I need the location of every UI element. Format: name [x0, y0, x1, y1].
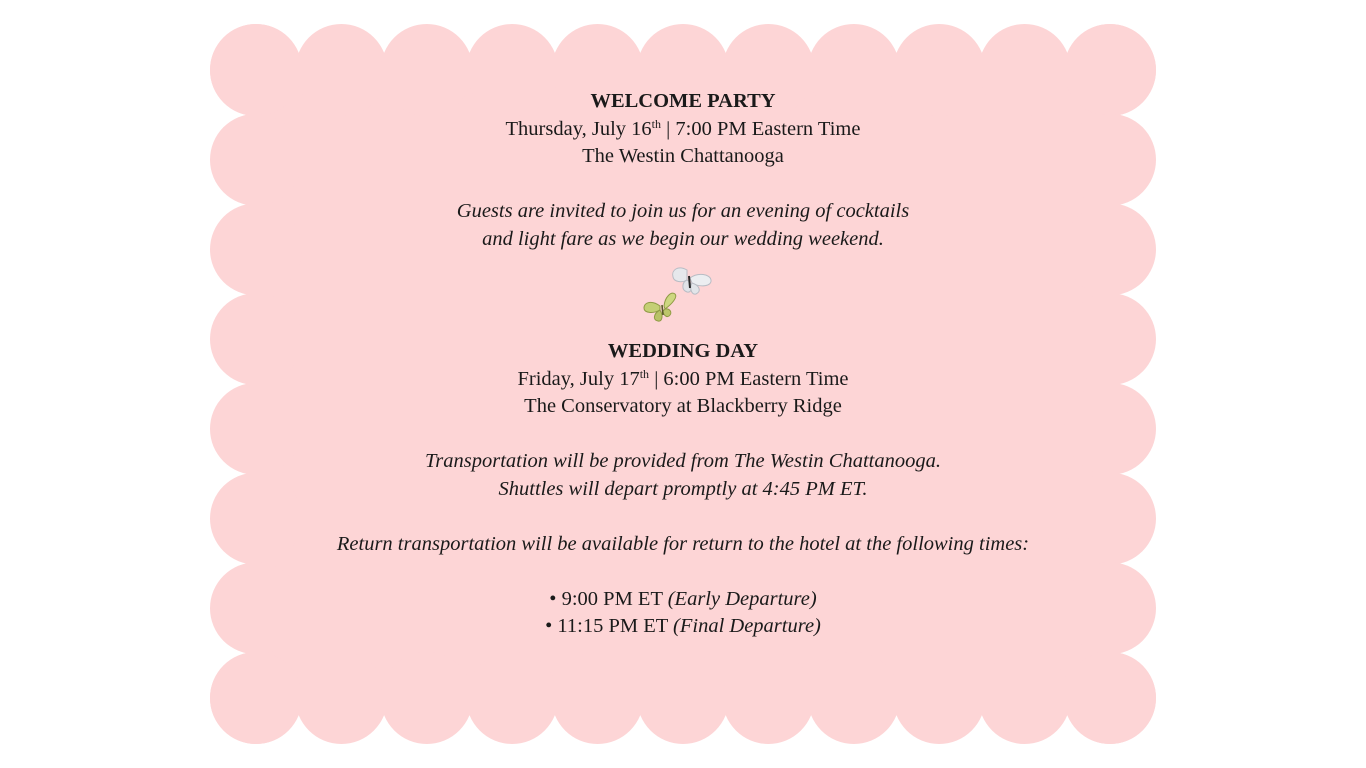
welcome-party-description-line-2: and light fare as we begin our wedding weekend. [482, 227, 884, 250]
return-time-item [210, 613, 1156, 641]
return-time-label: (Early Departure) [667, 587, 817, 610]
return-time-item [210, 586, 1156, 614]
wedding-day-venue: The Conservatory at Blackberry Ridge [524, 395, 842, 417]
welcome-party-description-line-1: Guests are invited to join us for an evening of cocktails [456, 200, 910, 222]
wedding-day-time: | 6:00 PM Eastern Time [649, 367, 849, 390]
return-transport-intro: Return transportation will be available for return to the hotel at the following times: [336, 532, 1030, 555]
wedding-day-heading: WEDDING DAY [607, 340, 759, 362]
welcome-party-date-time [210, 116, 1156, 144]
welcome-party-time: | 7:00 PM Eastern Time [661, 117, 861, 140]
welcome-party-heading: WELCOME PARTY [590, 90, 776, 112]
return-time-value: • 9:00 PM ET [549, 587, 668, 610]
wedding-day-date-time [210, 366, 1156, 394]
transport-line-1: Transportation will be provided from The Westin Chattanooga. [425, 450, 941, 472]
welcome-party-venue: The Westin Chattanooga [582, 145, 784, 167]
return-time-label: (Final Departure) [673, 615, 821, 637]
return-time-value: • 11:15 PM ET [545, 615, 674, 637]
white-butterfly-icon [673, 268, 711, 294]
welcome-party-date: Thursday, July 16 [505, 117, 652, 140]
wedding-day-date: Friday, July 17 [517, 367, 640, 390]
welcome-party-date-suffix: th [651, 116, 662, 131]
transport-line-2: Shuttles will depart promptly at 4:45 PM ET. [498, 477, 868, 500]
butterflies-icon [638, 264, 728, 324]
wedding-day-date-suffix: th [639, 366, 650, 381]
invitation-details [210, 88, 1156, 641]
green-butterfly-icon [644, 293, 676, 321]
